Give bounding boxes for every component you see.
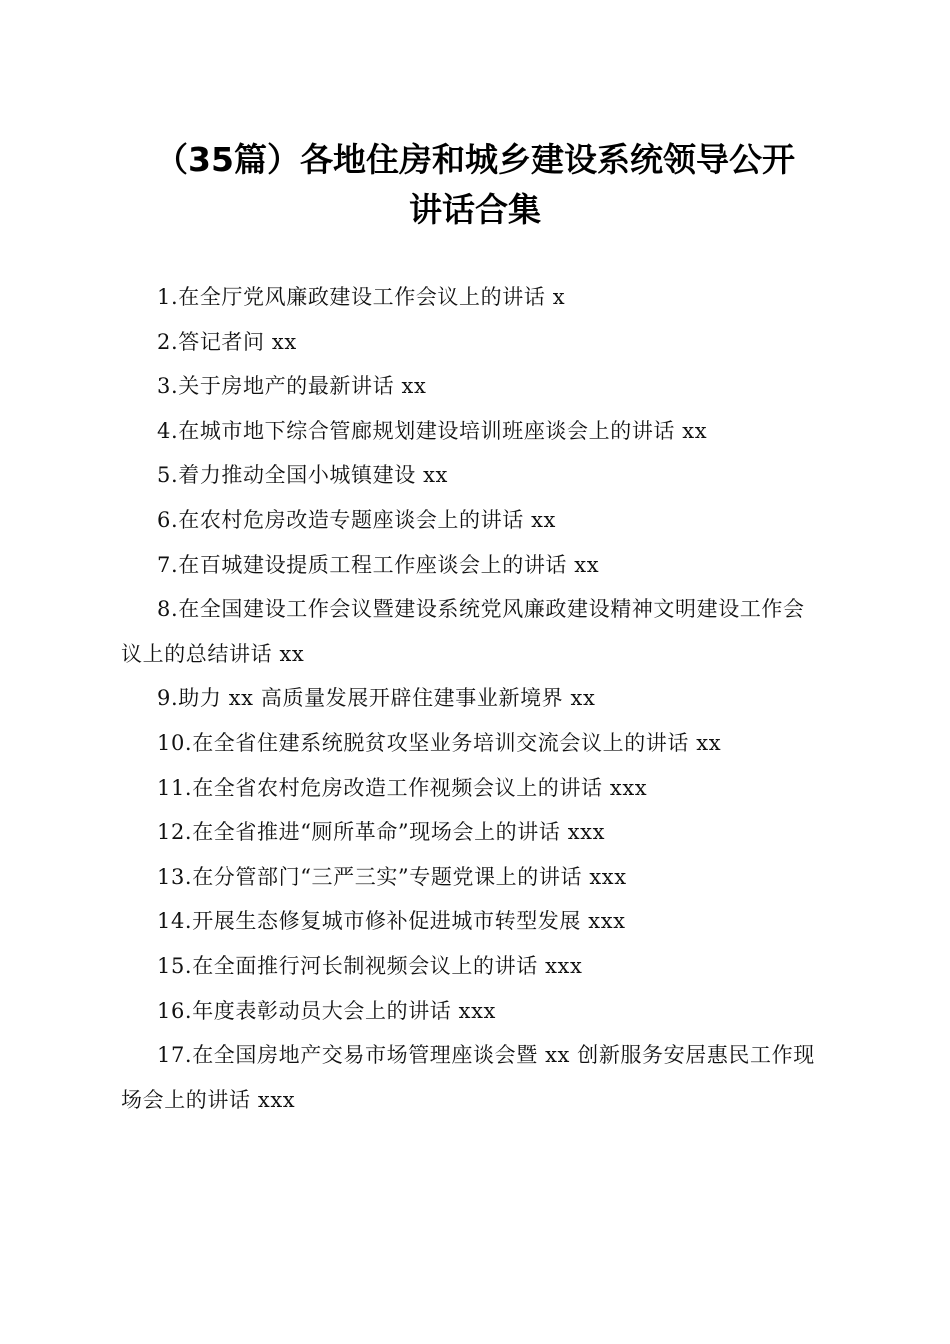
list-item: 1.在全厅党风廉政建设工作会议上的讲话 x	[157, 285, 566, 309]
list-item: 15.在全面推行河长制视频会议上的讲话 xxx	[157, 953, 583, 978]
list-item: 16.年度表彰动员大会上的讲话 xxx	[157, 998, 497, 1023]
title-line-1: （35篇）各地住房和城乡建设系统领导公开	[155, 140, 795, 179]
list-item: 13.在分管部门“三严三实”专题党课上的讲话 xxx	[157, 864, 627, 889]
list-item: 8.在全国建设工作会议暨建设系统党风廉政建设精神文明建设工作会议上的总结讲话 xx	[121, 597, 805, 666]
list-item: 6.在农村危房改造专题座谈会上的讲话 xx	[157, 507, 556, 532]
list-item: 12.在全省推进“厕所革命”现场会上的讲话 xxx	[157, 820, 606, 845]
speech-list	[121, 275, 826, 1122]
list-item: 3.关于房地产的最新讲话 xx	[157, 374, 427, 399]
document-title	[80, 135, 870, 235]
title-line-2: 讲话合集	[409, 190, 541, 229]
list-item: 9.助力 xx 高质量发展开辟住建事业新境界 xx	[157, 686, 596, 711]
list-item: 2.答记者问 xx	[157, 329, 297, 354]
list-item: 7.在百城建设提质工程工作座谈会上的讲话 xx	[157, 552, 600, 577]
list-item: 11.在全省农村危房改造工作视频会议上的讲话 xxx	[157, 775, 648, 800]
list-item: 14.开展生态修复城市修补促进城市转型发展 xxx	[157, 909, 626, 934]
list-item: 17.在全国房地产交易市场管理座谈会暨 xx 创新服务安居惠民工作现场会上的讲话 xxx	[121, 1043, 815, 1112]
list-item: 10.在全省住建系统脱贫攻坚业务培训交流会议上的讲话 xx	[157, 730, 722, 755]
list-item: 5.着力推动全国小城镇建设 xx	[157, 463, 448, 488]
list-item: 4.在城市地下综合管廊规划建设培训班座谈会上的讲话 xx	[157, 418, 708, 443]
